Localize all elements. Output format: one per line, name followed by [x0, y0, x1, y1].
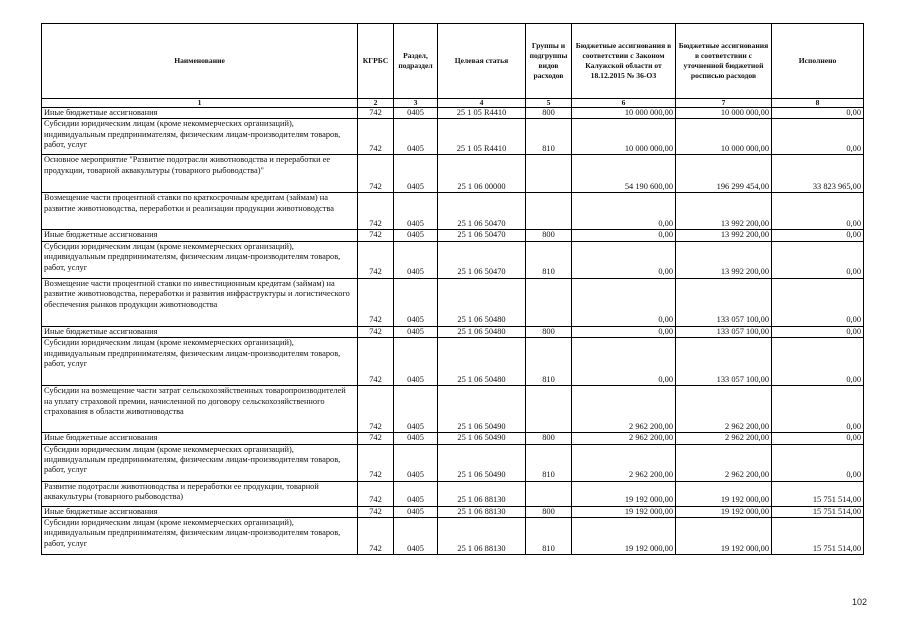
row-executed: 0,00 — [772, 108, 864, 119]
row-target-article: 25 1 06 50480 — [438, 278, 526, 326]
page-number: 102 — [852, 597, 868, 607]
row-kgrbs: 742 — [358, 155, 394, 193]
row-kgrbs: 742 — [358, 338, 394, 386]
row-target-article: 25 1 06 50490 — [438, 444, 526, 481]
table-header-row — [42, 24, 864, 99]
row-budget-law: 19 192 000,00 — [572, 506, 676, 517]
row-budget-law: 0,00 — [572, 326, 676, 337]
row-name: Основное мероприятие "Развитие подотрасли животноводства и переработки ее продукции, товарной аквакультуры (товарного рыбоводства)" — [42, 155, 358, 193]
row-budget-refined: 19 192 000,00 — [676, 506, 772, 517]
row-budget-refined: 19 192 000,00 — [676, 518, 772, 555]
row-target-article: 25 1 06 88130 — [438, 481, 526, 506]
row-kgrbs: 742 — [358, 230, 394, 241]
row-budget-refined: 2 962 200,00 — [676, 386, 772, 433]
row-budget-refined: 13 992 200,00 — [676, 193, 772, 230]
row-budget-law: 54 190 600,00 — [572, 155, 676, 193]
row-budget-refined: 19 192 000,00 — [676, 481, 772, 506]
header-budget-refined: Бюджетные ассигнования в соответствии с уточненной бюджетной росписью расходов — [676, 24, 772, 99]
row-target-article: 25 1 06 50470 — [438, 193, 526, 230]
row-kgrbs: 742 — [358, 119, 394, 155]
row-executed: 0,00 — [772, 119, 864, 155]
row-target-article: 25 1 05 R4410 — [438, 119, 526, 155]
row-budget-law: 2 962 200,00 — [572, 433, 676, 444]
table-row — [42, 338, 864, 386]
row-budget-law: 19 192 000,00 — [572, 481, 676, 506]
row-budget-law: 0,00 — [572, 193, 676, 230]
row-name: Иные бюджетные ассигнования — [42, 230, 358, 241]
row-budget-refined: 2 962 200,00 — [676, 433, 772, 444]
table-row — [42, 506, 864, 517]
row-expense-group — [526, 193, 572, 230]
row-name: Возмещение части процентной ставки по инвестиционным кредитам (займам) на развитие животноводства, переработки и развития инфраструктуры и логистического обеспечения рынков продукции животноводства — [42, 278, 358, 326]
row-budget-refined: 2 962 200,00 — [676, 444, 772, 481]
column-number: 5 — [526, 99, 572, 108]
row-section: 0405 — [394, 230, 438, 241]
row-kgrbs: 742 — [358, 518, 394, 555]
row-kgrbs: 742 — [358, 433, 394, 444]
row-executed: 0,00 — [772, 193, 864, 230]
table-row — [42, 108, 864, 119]
row-budget-law: 0,00 — [572, 338, 676, 386]
row-name: Субсидии юридическим лицам (кроме некоммерческих организаций), индивидуальным предпринимателям, физическим лицам-производителям товаров, работ, услуг — [42, 518, 358, 555]
table-row — [42, 386, 864, 433]
row-expense-group: 810 — [526, 119, 572, 155]
row-budget-law: 2 962 200,00 — [572, 386, 676, 433]
row-kgrbs: 742 — [358, 193, 394, 230]
row-executed: 15 751 514,00 — [772, 506, 864, 517]
row-expense-group — [526, 386, 572, 433]
row-name: Иные бюджетные ассигнования — [42, 326, 358, 337]
row-expense-group: 810 — [526, 444, 572, 481]
row-section: 0405 — [394, 326, 438, 337]
row-name: Иные бюджетные ассигнования — [42, 506, 358, 517]
row-budget-refined: 10 000 000,00 — [676, 119, 772, 155]
row-budget-refined: 196 299 454,00 — [676, 155, 772, 193]
row-executed: 15 751 514,00 — [772, 481, 864, 506]
row-target-article: 25 1 06 50490 — [438, 386, 526, 433]
row-expense-group: 800 — [526, 230, 572, 241]
row-executed: 0,00 — [772, 386, 864, 433]
row-expense-group — [526, 278, 572, 326]
header-section: Раздел, подраздел — [394, 24, 438, 99]
row-executed: 0,00 — [772, 230, 864, 241]
row-name: Субсидии юридическим лицам (кроме некоммерческих организаций), индивидуальным предпринимателям, физическим лицам-производителям товаров, работ, услуг — [42, 241, 358, 278]
table-row — [42, 481, 864, 506]
row-section: 0405 — [394, 193, 438, 230]
column-number: 3 — [394, 99, 438, 108]
row-expense-group: 800 — [526, 326, 572, 337]
row-target-article: 25 1 06 50470 — [438, 241, 526, 278]
header-budget-law: Бюджетные ассигнования в соответствии с Законом Калужской области от 18.12.2015 № 36-ОЗ — [572, 24, 676, 99]
header-executed: Исполнено — [772, 24, 864, 99]
header-name: Наименование — [42, 24, 358, 99]
row-section: 0405 — [394, 278, 438, 326]
row-name: Субсидии юридическим лицам (кроме некоммерческих организаций), индивидуальным предпринимателям, физическим лицам-производителям товаров, работ, услуг — [42, 119, 358, 155]
row-kgrbs: 742 — [358, 326, 394, 337]
row-target-article: 25 1 06 88130 — [438, 518, 526, 555]
row-section: 0405 — [394, 108, 438, 119]
row-expense-group: 800 — [526, 108, 572, 119]
row-kgrbs: 742 — [358, 386, 394, 433]
table-body — [42, 108, 864, 555]
row-budget-refined: 133 057 100,00 — [676, 338, 772, 386]
row-expense-group: 800 — [526, 506, 572, 517]
table-row — [42, 444, 864, 481]
row-section: 0405 — [394, 386, 438, 433]
row-target-article: 25 1 06 50480 — [438, 326, 526, 337]
row-section: 0405 — [394, 518, 438, 555]
row-section: 0405 — [394, 433, 438, 444]
row-budget-refined: 133 057 100,00 — [676, 326, 772, 337]
row-budget-law: 10 000 000,00 — [572, 119, 676, 155]
row-budget-law: 19 192 000,00 — [572, 518, 676, 555]
column-number-row — [42, 99, 864, 108]
table-row — [42, 155, 864, 193]
row-name: Субсидии юридическим лицам (кроме некоммерческих организаций), индивидуальным предпринимателям, физическим лицам-производителям товаров, работ, услуг — [42, 444, 358, 481]
row-executed: 0,00 — [772, 278, 864, 326]
row-kgrbs: 742 — [358, 241, 394, 278]
row-kgrbs: 742 — [358, 278, 394, 326]
row-kgrbs: 742 — [358, 481, 394, 506]
row-section: 0405 — [394, 338, 438, 386]
row-target-article: 25 1 06 50480 — [438, 338, 526, 386]
row-name: Развитие подотрасли животноводства и переработки ее продукции, товарной аквакультуры (товарного рыбоводства) — [42, 481, 358, 506]
row-section: 0405 — [394, 444, 438, 481]
row-budget-law: 2 962 200,00 — [572, 444, 676, 481]
row-name: Иные бюджетные ассигнования — [42, 108, 358, 119]
row-budget-refined: 13 992 200,00 — [676, 230, 772, 241]
row-budget-law: 0,00 — [572, 241, 676, 278]
row-executed: 0,00 — [772, 444, 864, 481]
row-section: 0405 — [394, 155, 438, 193]
row-expense-group: 810 — [526, 241, 572, 278]
column-number: 7 — [676, 99, 772, 108]
row-name: Субсидии на возмещение части затрат сельскохозяйственных товаропроизводителей на уплату страховой премии, начисленной по договору сельскохозяйственного страхования в области животноводства — [42, 386, 358, 433]
row-section: 0405 — [394, 506, 438, 517]
header-target: Целевая статья — [438, 24, 526, 99]
row-name: Иные бюджетные ассигнования — [42, 433, 358, 444]
row-kgrbs: 742 — [358, 506, 394, 517]
table-row — [42, 193, 864, 230]
table-row — [42, 433, 864, 444]
row-executed: 0,00 — [772, 326, 864, 337]
row-budget-refined: 10 000 000,00 — [676, 108, 772, 119]
row-expense-group: 810 — [526, 338, 572, 386]
column-number: 2 — [358, 99, 394, 108]
row-section: 0405 — [394, 119, 438, 155]
row-target-article: 25 1 06 88130 — [438, 506, 526, 517]
row-expense-group: 800 — [526, 433, 572, 444]
row-budget-refined: 133 057 100,00 — [676, 278, 772, 326]
header-kgrbs: КГРБС — [358, 24, 394, 99]
row-kgrbs: 742 — [358, 444, 394, 481]
row-section: 0405 — [394, 241, 438, 278]
row-executed: 0,00 — [772, 338, 864, 386]
table-row — [42, 230, 864, 241]
table-row — [42, 119, 864, 155]
row-target-article: 25 1 06 00000 — [438, 155, 526, 193]
row-expense-group — [526, 481, 572, 506]
table-row — [42, 326, 864, 337]
row-name: Возмещение части процентной ставки по краткосрочным кредитам (займам) на развитие животноводства, переработки и реализации продукции животноводства — [42, 193, 358, 230]
row-budget-law: 0,00 — [572, 230, 676, 241]
column-number: 1 — [42, 99, 358, 108]
row-target-article: 25 1 06 50490 — [438, 433, 526, 444]
column-number: 8 — [772, 99, 864, 108]
row-budget-refined: 13 992 200,00 — [676, 241, 772, 278]
header-group: Группы и подгруппы видов расходов — [526, 24, 572, 99]
row-executed: 33 823 965,00 — [772, 155, 864, 193]
column-number: 4 — [438, 99, 526, 108]
table-row — [42, 278, 864, 326]
budget-table — [41, 23, 864, 555]
row-target-article: 25 1 05 R4410 — [438, 108, 526, 119]
row-executed: 0,00 — [772, 241, 864, 278]
row-executed: 0,00 — [772, 433, 864, 444]
row-executed: 15 751 514,00 — [772, 518, 864, 555]
table-row — [42, 518, 864, 555]
row-expense-group: 810 — [526, 518, 572, 555]
row-expense-group — [526, 155, 572, 193]
column-number: 6 — [572, 99, 676, 108]
row-name: Субсидии юридическим лицам (кроме некоммерческих организаций), индивидуальным предпринимателям, физическим лицам-производителям товаров, работ, услуг — [42, 338, 358, 386]
row-kgrbs: 742 — [358, 108, 394, 119]
row-section: 0405 — [394, 481, 438, 506]
row-budget-law: 10 000 000,00 — [572, 108, 676, 119]
table-row — [42, 241, 864, 278]
row-budget-law: 0,00 — [572, 278, 676, 326]
row-target-article: 25 1 06 50470 — [438, 230, 526, 241]
